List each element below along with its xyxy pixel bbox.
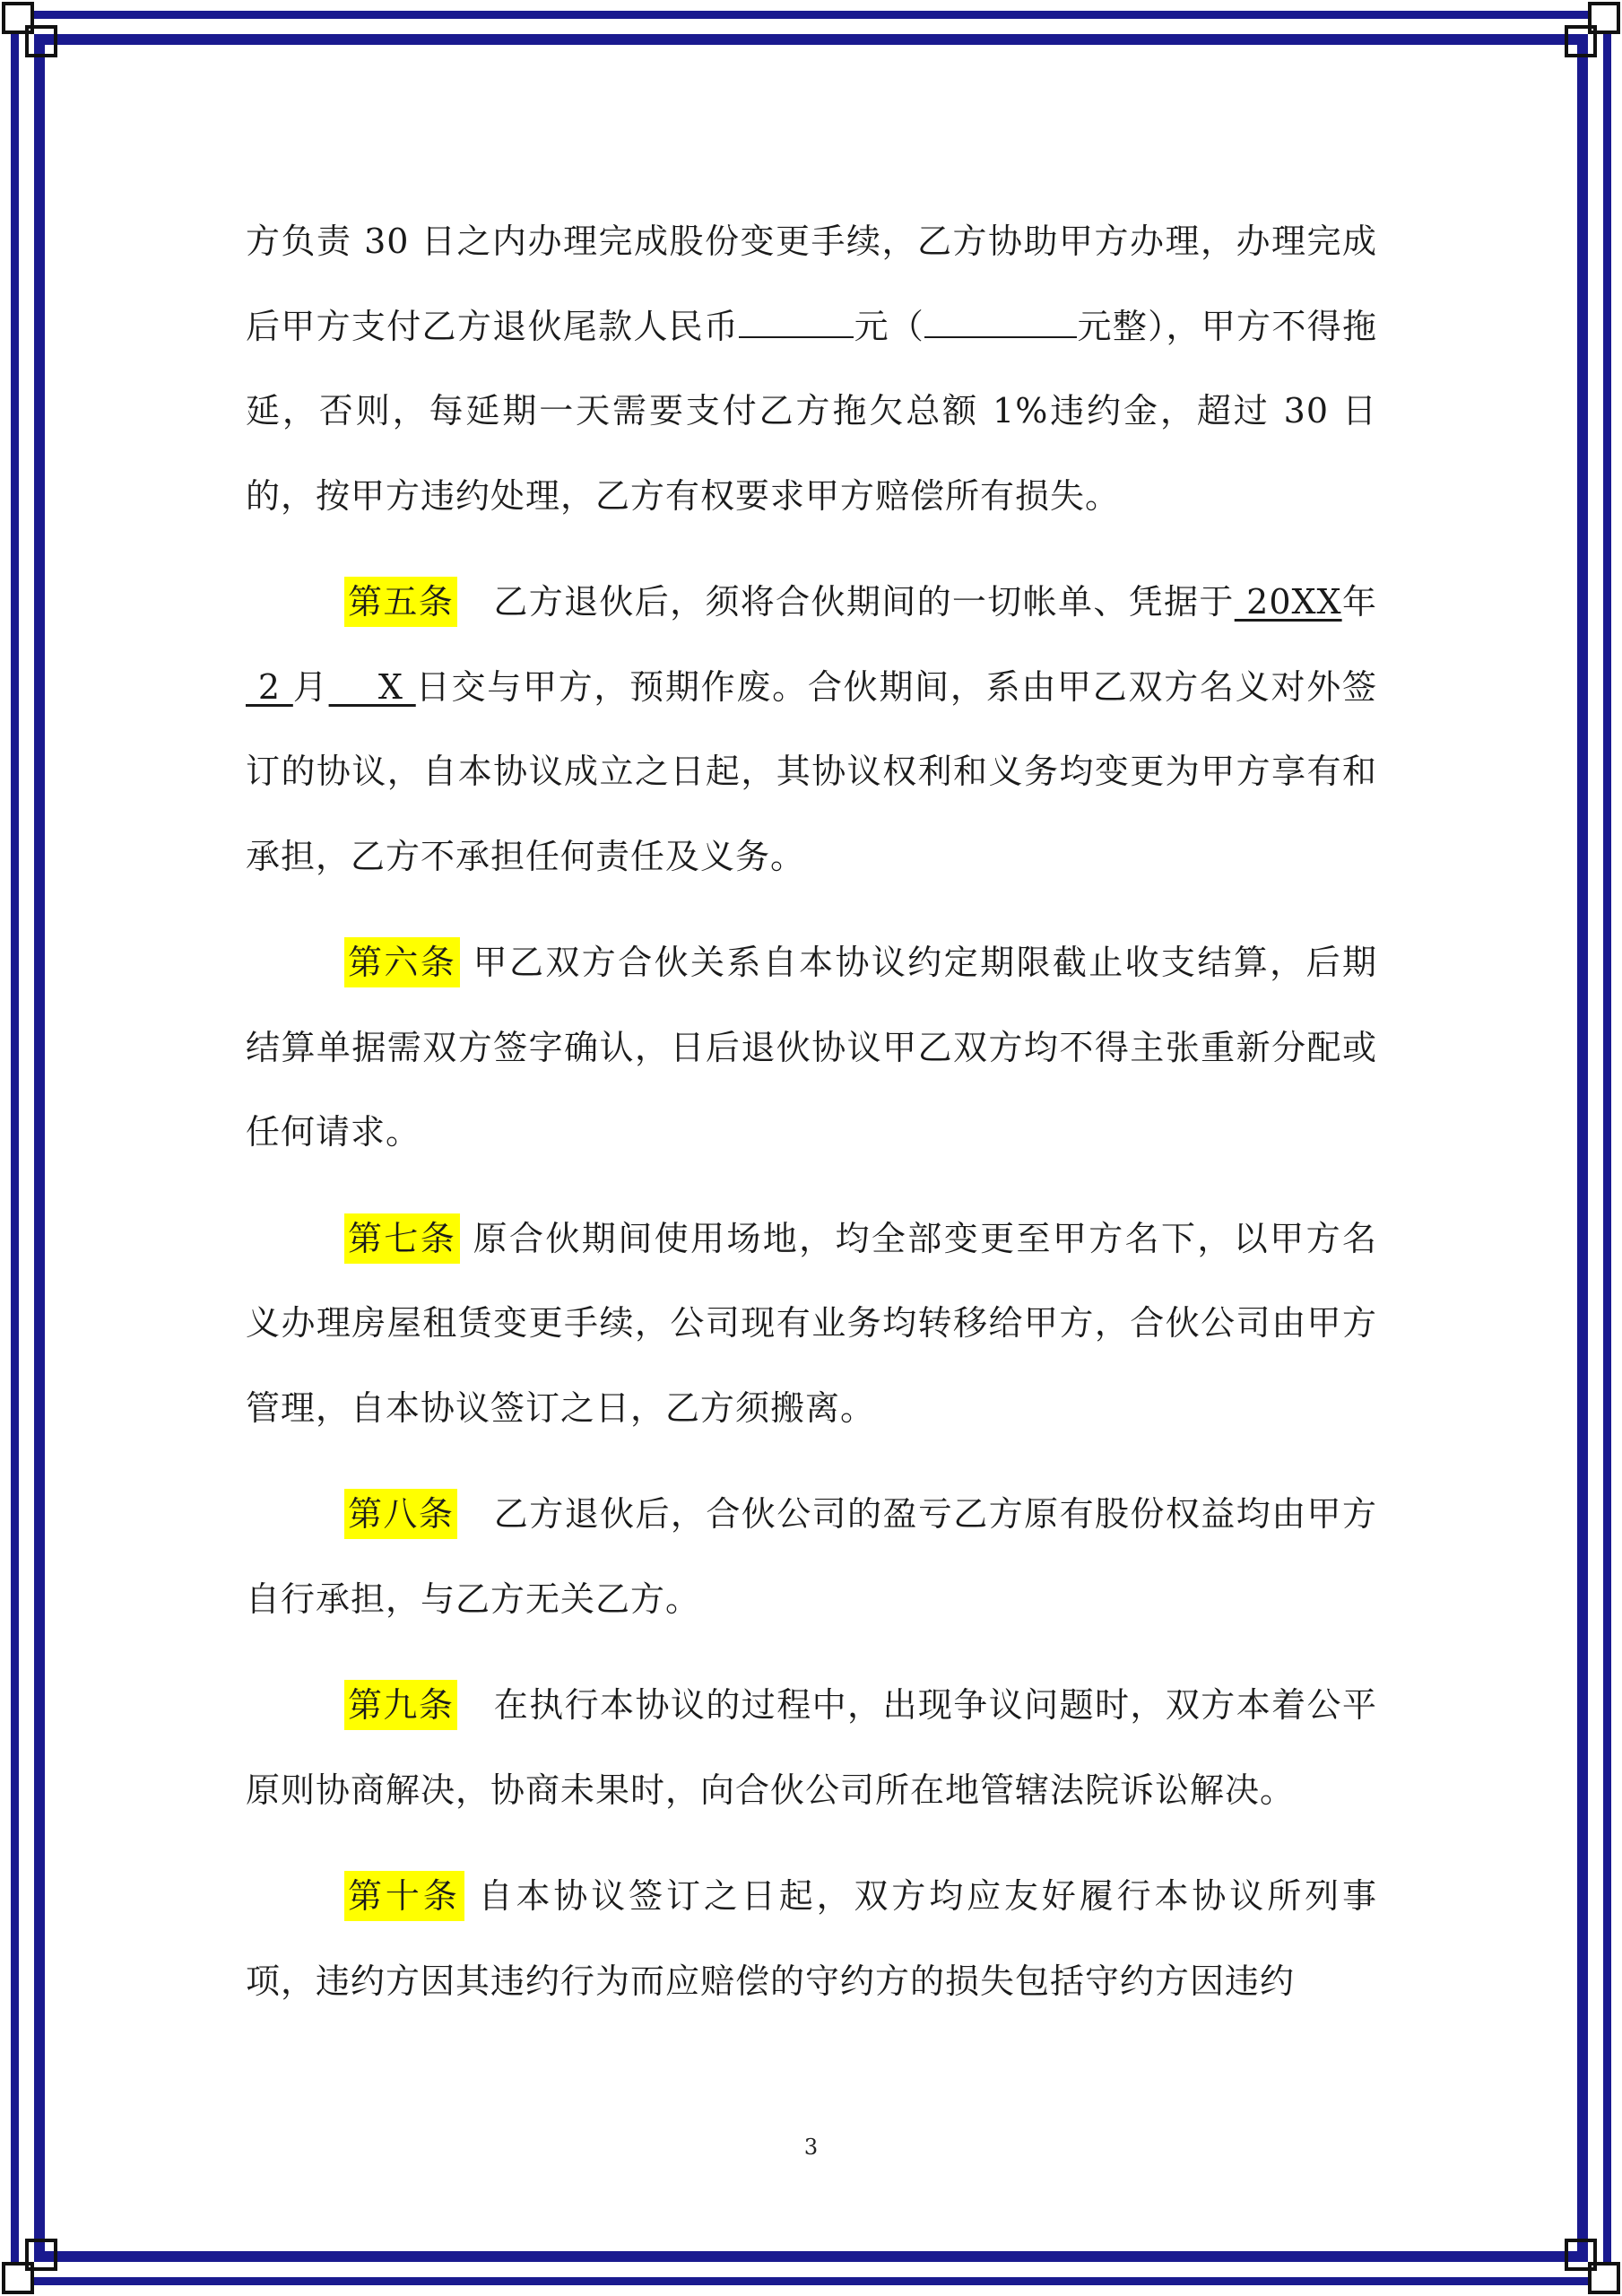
corner-ornament-top-right [1561, 2, 1620, 61]
paragraph-text: 方负责 30 日之内办理完成股份变更手续，乙方协助甲方办理，办理完成后甲方支付乙方退伙尾款人民币 [246, 222, 1377, 346]
article-text: 在执行本协议的过程中，出现争议问题时，双方本着公平原则协商解决，协商未果时，向合伙公司所在地管辖法院诉讼解决。 [246, 1685, 1377, 1810]
date-day-field: X [328, 666, 416, 707]
article-text: 年 [1341, 582, 1377, 622]
article-label: 第十条 [344, 1871, 464, 1921]
article-text: 日交与甲方，预期作废。合伙期间，系由甲乙双方名义对外签订的协议，自本协议成立之日起，其协议权利和义务均变更为甲方享有和承担，乙方不承担任何责任及义务。 [246, 666, 1377, 876]
amount-blank [739, 336, 854, 338]
article-5 [246, 560, 1377, 899]
article-10 [246, 1854, 1377, 2023]
paragraph-text: 元（ [854, 306, 925, 346]
article-text: 自本协议签订之日起，双方均应友好履行本协议所列事项，违约方因其违约行为而应赔偿的守约方的损失包括守约方因违约 [246, 1876, 1377, 2001]
article-7 [246, 1196, 1377, 1451]
page-number: 3 [803, 2135, 819, 2160]
amount-words-blank [924, 336, 1077, 338]
paragraph-text: 元整），甲方不得拖延，否则，每延期一天需要支付乙方拖欠总额 1%违约金，超过 30 日的，按甲方违约处理，乙方有权要求甲方赔偿所有损失。 [246, 306, 1377, 516]
article-text: 原合伙期间使用场地，均全部变更至甲方名下，以甲方名义办理房屋租赁变更手续，公司现有业务均转移给甲方，合伙公司由甲方管理，自本协议签订之日，乙方须搬离。 [246, 1218, 1377, 1428]
article-label: 第五条 [344, 577, 457, 627]
article-text: 乙方退伙后，须将合伙期间的一切帐单、凭据于 [493, 582, 1235, 622]
article-9 [246, 1663, 1377, 1832]
article-label: 第九条 [344, 1680, 457, 1730]
article-8 [246, 1472, 1377, 1641]
date-month-field: 2 [246, 666, 293, 707]
article-text: 月 [292, 666, 329, 707]
corner-ornament-bottom-right [1561, 2235, 1620, 2294]
document-body [246, 199, 1377, 2045]
article-label: 第六条 [344, 937, 460, 987]
article-text: 乙方退伙后，合伙公司的盈亏乙方原有股份权益均由甲方自行承担，与乙方无关乙方。 [246, 1494, 1377, 1619]
paragraph-continued [246, 199, 1377, 538]
date-year-field: 20XX [1234, 582, 1342, 622]
article-6 [246, 920, 1377, 1175]
article-label: 第七条 [344, 1213, 460, 1264]
article-text: 甲乙双方合伙关系自本协议约定期限截止收支结算，后期结算单据需双方签字确认，日后退伙协议甲乙双方均不得主张重新分配或任何请求。 [246, 943, 1377, 1152]
corner-ornament-bottom-left [2, 2235, 61, 2294]
corner-ornament-top-left [2, 2, 61, 61]
article-label: 第八条 [344, 1489, 457, 1539]
